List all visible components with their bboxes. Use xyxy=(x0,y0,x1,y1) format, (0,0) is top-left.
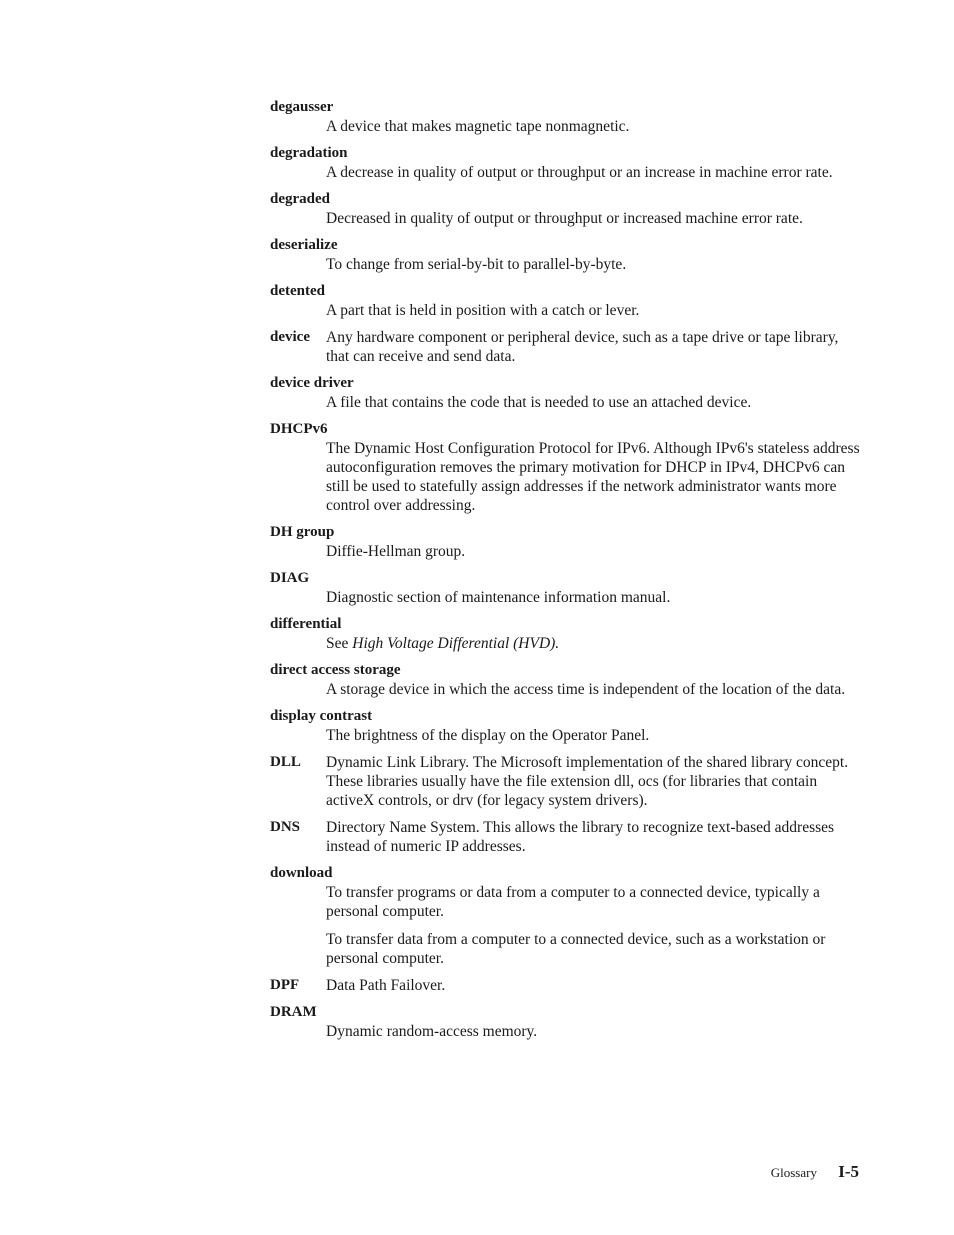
glossary-entry xyxy=(270,661,860,699)
glossary-term: device xyxy=(270,329,310,345)
glossary-term: device driver xyxy=(270,375,354,391)
glossary-list xyxy=(270,98,860,1049)
definition-paragraph: Directory Name System. This allows the library to recognize text-based addresses instead of numeric IP addresses. xyxy=(326,819,835,855)
glossary-term: DNS xyxy=(270,819,301,835)
glossary-definition xyxy=(326,883,860,968)
definition-paragraph: Diagnostic section of maintenance information manual. xyxy=(326,589,671,606)
see-prefix: See xyxy=(326,635,353,652)
glossary-entry xyxy=(270,98,860,136)
glossary-entry xyxy=(270,420,860,515)
glossary-term: deserialize xyxy=(270,237,338,253)
glossary-entry xyxy=(270,569,860,607)
definition-paragraph: The brightness of the display on the Operator Panel. xyxy=(326,727,650,744)
glossary-entry xyxy=(270,976,860,995)
glossary-entry xyxy=(270,1003,860,1041)
definition-paragraph: Decreased in quality of output or throughput or increased machine error rate. xyxy=(326,210,803,227)
definition-paragraph: Diffie-Hellman group. xyxy=(326,543,466,560)
glossary-entry xyxy=(270,864,860,968)
glossary-definition xyxy=(326,588,860,607)
glossary-definition xyxy=(326,818,860,856)
page-number: I-5 xyxy=(838,1162,859,1181)
glossary-entry xyxy=(270,707,860,745)
definition-paragraph: A storage device in which the access time is independent of the location of the data. xyxy=(326,681,846,698)
glossary-entry xyxy=(270,328,860,366)
glossary-term: download xyxy=(270,865,333,881)
glossary-entry xyxy=(270,190,860,228)
definition-paragraph: A part that is held in position with a catch or lever. xyxy=(326,302,640,319)
glossary-definition xyxy=(326,542,860,561)
definition-paragraph: To transfer data from a computer to a connected device, such as a workstation or personal computer. xyxy=(326,931,826,967)
see-reference xyxy=(326,634,860,653)
glossary-term: degradation xyxy=(270,145,348,161)
glossary-entry xyxy=(270,753,860,810)
definition-paragraph: Dynamic Link Library. The Microsoft implementation of the shared library concept. These libraries usually have the file extension dll, ocs (for libraries that contain activeX controls, or drv (for legacy system drivers). xyxy=(326,754,849,809)
glossary-definition xyxy=(326,976,860,995)
glossary-definition xyxy=(326,163,860,182)
glossary-definition xyxy=(326,209,860,228)
glossary-term: DPF xyxy=(270,977,300,993)
glossary-entry xyxy=(270,523,860,561)
glossary-term: DIAG xyxy=(270,570,310,586)
definition-paragraph: To change from serial-by-bit to parallel-by-byte. xyxy=(326,256,627,273)
glossary-definition xyxy=(326,753,860,810)
glossary-entry xyxy=(270,615,860,653)
glossary-definition xyxy=(326,680,860,699)
glossary-term: direct access storage xyxy=(270,662,401,678)
glossary-entry xyxy=(270,236,860,274)
definition-paragraph: A file that contains the code that is needed to use an attached device. xyxy=(326,394,752,411)
page-footer xyxy=(771,1163,859,1182)
glossary-definition xyxy=(326,255,860,274)
footer-section-label: Glossary xyxy=(770,1165,817,1180)
glossary-definition xyxy=(326,726,860,745)
glossary-term: differential xyxy=(270,616,342,632)
glossary-term: DH group xyxy=(270,524,335,540)
glossary-entry xyxy=(270,374,860,412)
definition-paragraph: Data Path Failover. xyxy=(326,977,446,994)
glossary-definition xyxy=(326,328,860,366)
see-reference-link: High Voltage Differential (HVD). xyxy=(352,635,560,652)
glossary-entry xyxy=(270,818,860,856)
glossary-term: degausser xyxy=(270,99,334,115)
glossary-entry xyxy=(270,144,860,182)
glossary-definition xyxy=(326,393,860,412)
glossary-definition xyxy=(326,634,860,653)
glossary-term: display contrast xyxy=(270,708,373,724)
glossary-term: DLL xyxy=(270,754,301,770)
glossary-term: degraded xyxy=(270,191,330,207)
glossary-term: DHCPv6 xyxy=(270,421,328,437)
glossary-entry xyxy=(270,282,860,320)
definition-paragraph: The Dynamic Host Configuration Protocol for IPv6. Although IPv6's stateless address autoconfiguration removes the primary motivation for DHCP in IPv4, DHCPv6 can still be used to statefully assign addresses if the network administrator wants more control over addressing. xyxy=(326,440,860,514)
glossary-definition xyxy=(326,439,860,515)
definition-paragraph: Any hardware component or peripheral device, such as a tape drive or tape library, that can receive and send data. xyxy=(326,329,839,365)
glossary-term: DRAM xyxy=(270,1004,317,1020)
glossary-definition xyxy=(326,117,860,136)
glossary-term: detented xyxy=(270,283,325,299)
definition-paragraph: A decrease in quality of output or throughput or an increase in machine error rate. xyxy=(326,164,833,181)
definition-paragraph: Dynamic random-access memory. xyxy=(326,1023,538,1040)
glossary-definition xyxy=(326,301,860,320)
definition-paragraph: A device that makes magnetic tape nonmagnetic. xyxy=(326,118,630,135)
definition-paragraph: To transfer programs or data from a computer to a connected device, typically a personal computer. xyxy=(326,884,820,920)
glossary-definition xyxy=(326,1022,860,1041)
